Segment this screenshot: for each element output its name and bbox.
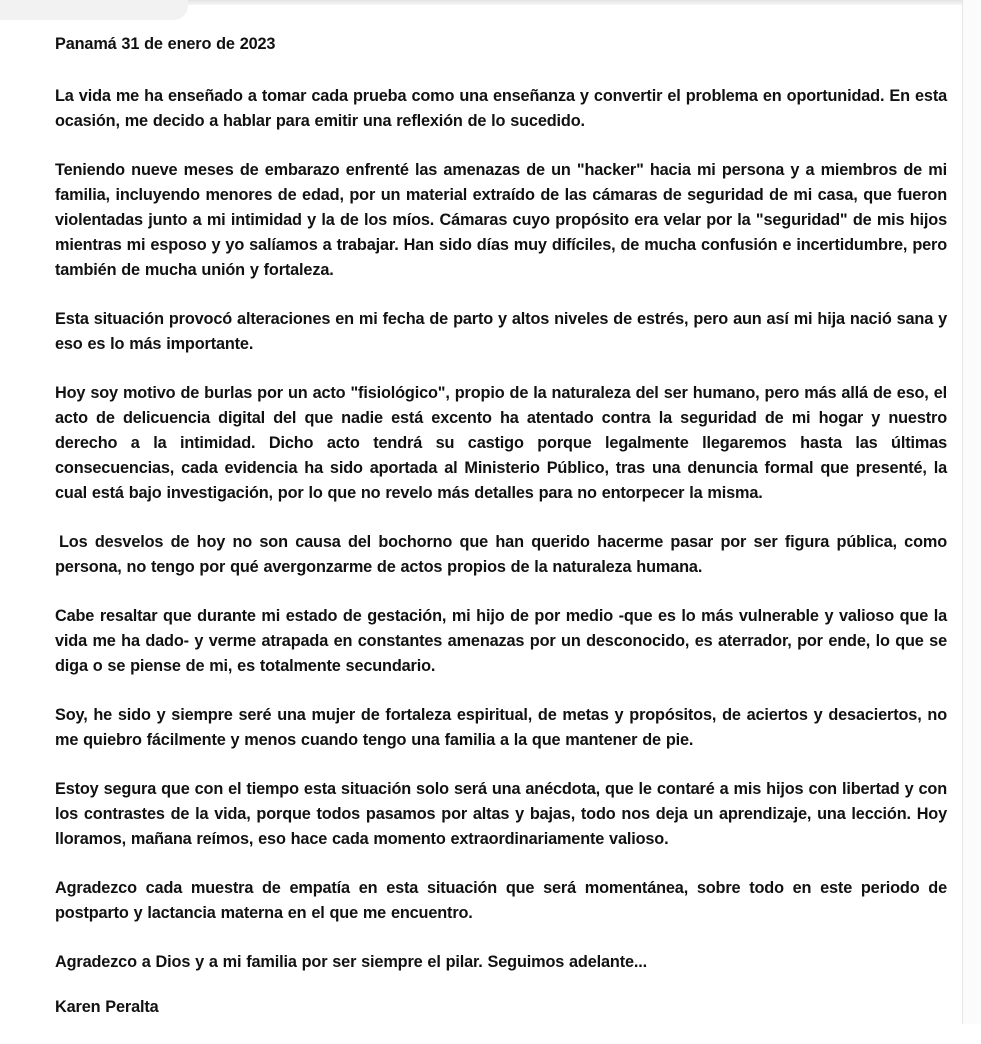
- page-top-tab: [0, 0, 188, 20]
- letter-date: Panamá 31 de enero de 2023: [55, 35, 276, 53]
- letter-paragraph-6: Cabe resaltar que durante mi estado de gestación, mi hijo de por medio -que es lo más vulnerable y valioso que la vida me ha dado- y verme atrapada en constantes amenazas por un desconocido, es aterrador, por ende, lo que se diga o se piense de mi, es totalmente secundario.: [55, 607, 947, 675]
- letter-paragraph-4: Hoy soy motivo de burlas por un acto "fisiológico", propio de la naturaleza del ser humano, pero más allá de eso, el acto de delicuencia digital del que nadie está excento ha atentado contra la seguridad de mi hogar y nuestro derecho a la intimidad. Dicho acto tendrá su castigo porque legalmente llegaremos hasta las últimas consecuencias, cada evidencia ha sido aportada al Ministerio Público, tras una denuncia formal que presenté, la cual está bajo investigación, por lo que no revelo más detalles para no entorpecer la misma.: [55, 384, 947, 502]
- letter-paragraph-8: Estoy segura que con el tiempo esta situación solo será una anécdota, que le contaré a mis hijos con libertad y con los contrastes de la vida, porque todos pasamos por altas y bajas, todo nos deja un aprendizaje, una lección. Hoy lloramos, mañana reímos, eso hace cada momento extraordinariamente valioso.: [55, 780, 947, 848]
- letter-paragraph-3: Esta situación provocó alteraciones en mi fecha de parto y altos niveles de estrés, pero aun así mi hija nació sana y eso es lo más importante.: [55, 310, 947, 353]
- letter-signature: Karen Peralta: [55, 998, 159, 1016]
- letter-paragraph-9: Agradezco cada muestra de empatía en esta situación que será momentánea, sobre todo en este periodo de postparto y lactancia materna en el que me encuentro.: [55, 879, 947, 922]
- letter-paragraph-1: La vida me ha enseñado a tomar cada prueba como una enseñanza y convertir el problema en oportunidad. En esta ocasión, me decido a hablar para emitir una reflexión de lo sucedido.: [55, 87, 947, 130]
- letter-paragraph-2: Teniendo nueve meses de embarazo enfrenté las amenazas de un "hacker" hacia mi persona y a miembros de mi familia, incluyendo menores de edad, por un material extraído de las cámaras de seguridad de mi casa, que fueron violentadas junto a mi intimidad y la de los míos. Cámaras cuyo propósito era velar por la "seguridad" de mis hijos mientras mi esposo y yo salíamos a trabajar. Han sido días muy difíciles, de mucha confusión e incertidumbre, pero también de mucha unión y fortaleza.: [55, 161, 947, 279]
- letter-paragraph-5: Los desvelos de hoy no son causa del bochorno que han querido hacerme pasar por ser figura pública, como persona, no tengo por qué avergonzarme de actos propios de la naturaleza humana.: [55, 533, 947, 576]
- page-right-margin: [963, 0, 981, 1024]
- letter-body: [55, 32, 947, 1044]
- letter-paragraph-10: Agradezco a Dios y a mi familia por ser siempre el pilar. Seguimos adelante...: [55, 953, 647, 971]
- letter-paragraph-7: Soy, he sido y siempre seré una mujer de fortaleza espiritual, de metas y propósitos, de aciertos y desaciertos, no me quiebro fácilmente y menos cuando tengo una familia a la que mantener de pie.: [55, 706, 947, 749]
